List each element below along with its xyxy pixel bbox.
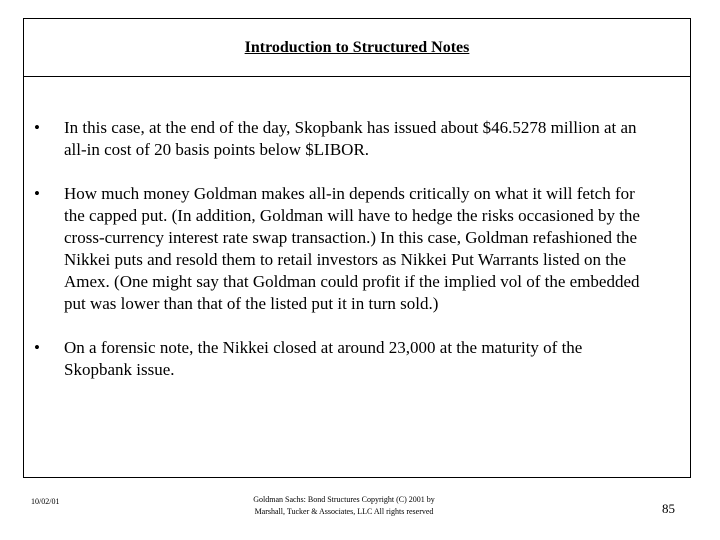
bullet-item <box>34 337 654 381</box>
bullet-marker: • <box>34 184 40 203</box>
bullet-text: How much money Goldman makes all-in depends critically on what it will fetch for the capped put. (In addition, Goldman will have to hedge the risks occasioned by the cross-currency interest rate swap transaction.) In this case, Goldman refashioned the Nikkei puts and resold them to retail investors as Nikkei Put Warrants listed on the Amex. (One might say that Goldman could profit if the implied vol of the embedded put was lower than that of the listed put it in turn sold.) <box>64 184 640 313</box>
bullet-marker: • <box>34 338 40 357</box>
footer-copyright: Goldman Sachs: Bond Structures Copyright (C) 2001 by Marshall, Tucker & Associates, LLC All rights reserved <box>253 495 435 516</box>
footer-date: 10/02/01 <box>31 497 60 506</box>
slide-title: Introduction to Structured Notes <box>244 39 470 56</box>
bullet-item <box>34 117 654 161</box>
bullet-text: In this case, at the end of the day, Skopbank has issued about $46.5278 million at an all-in cost of 20 basis points below $LIBOR. <box>64 118 637 159</box>
bullet-list <box>34 117 654 381</box>
title-bar <box>24 19 690 77</box>
page-number: 85 <box>662 501 675 516</box>
bullet-text: On a forensic note, the Nikkei closed at around 23,000 at the maturity of the Skopbank issue. <box>64 338 583 379</box>
bullet-marker: • <box>34 118 40 137</box>
bullet-item <box>34 183 654 315</box>
